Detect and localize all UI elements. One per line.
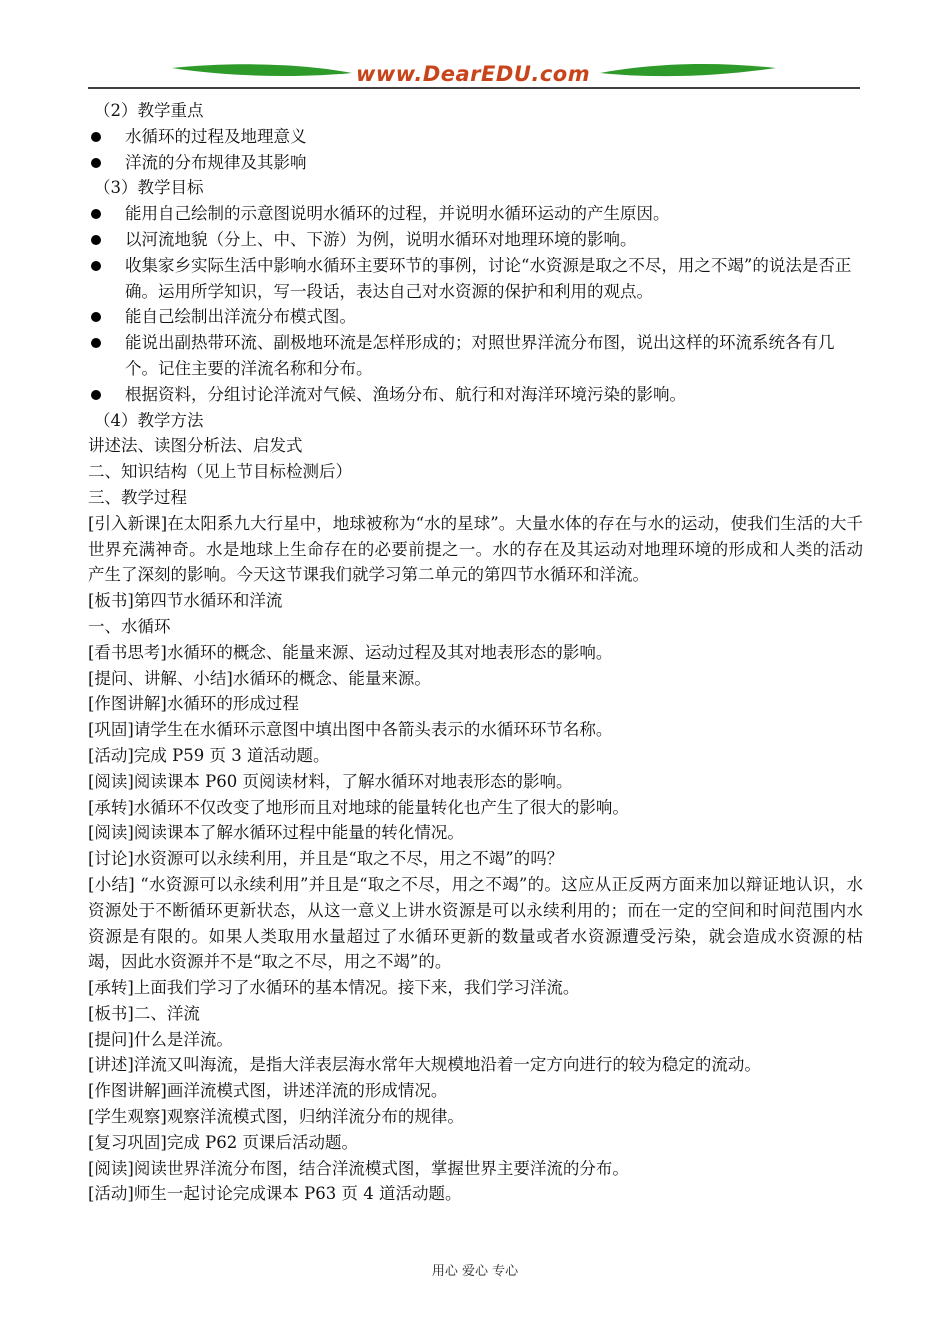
document-body bbox=[88, 98, 863, 1207]
page-footer: 用心 爱心 专心 bbox=[431, 1264, 519, 1279]
text-line: [作图讲解]画洋流模式图，讲述洋流的形成情况。 bbox=[88, 1081, 448, 1101]
text-line: [活动]师生一起讨论完成课本 P63 页 4 道活动题。 bbox=[88, 1184, 462, 1204]
text-line: [复习巩固]完成 P62 页课后活动题。 bbox=[88, 1132, 358, 1152]
text-line: [讨论]水资源可以永续利用，并且是“取之不尽，用之不竭”的吗？ bbox=[88, 849, 564, 869]
text-line: [阅读]阅读课本 P60 页阅读材料，了解水循环对地表形态的影响。 bbox=[88, 771, 573, 791]
bullet-text: 以河流地貌（分上、中、下游）为例，说明水循环对地理环境的影响。 bbox=[125, 229, 637, 249]
site-logo-text: www.DearEDU.com bbox=[356, 62, 591, 86]
bullet-text: 洋流的分布规律及其影响 bbox=[125, 152, 307, 172]
text-line: 一、水循环 bbox=[88, 616, 171, 636]
bullet-item bbox=[88, 330, 863, 382]
bullet-text: 根据资料，分组讨论洋流对气候、渔场分布、航行和对海洋环境污染的影响。 bbox=[125, 384, 686, 404]
bullet-dot-icon bbox=[91, 312, 101, 322]
bullet-item bbox=[88, 150, 863, 176]
bullet-item bbox=[88, 227, 863, 253]
text-line: 二、知识结构（见上节目标检测后） bbox=[88, 462, 352, 482]
text-line: 三、教学过程 bbox=[88, 487, 187, 507]
bullet-text: 水循环的过程及地理意义 bbox=[125, 126, 307, 146]
bullet-text: 能自己绘制出洋流分布模式图。 bbox=[125, 307, 356, 327]
bullet-dot-icon bbox=[91, 132, 101, 142]
section-heading: （3）教学目标 bbox=[94, 178, 204, 198]
bullet-item bbox=[88, 124, 863, 150]
paragraph: [引入新课]在太阳系九大行星中，地球被称为“水的星球”。大量水体的存在与水的运动，使我们生活的大千世界充满神奇。水是地球上生命存在的必要前提之一。水的存在及其运动对地理环境的形成和人类的活动产生了深刻的影响。今天这节课我们就学习第二单元的第四节水循环和洋流。 bbox=[88, 513, 863, 585]
bullet-dot-icon bbox=[91, 338, 101, 348]
text-line: [讲述]洋流又叫海流，是指大洋表层海水常年大规模地沿着一定方向进行的较为稳定的流动。 bbox=[88, 1055, 761, 1075]
page-header bbox=[0, 0, 950, 95]
text-line: [提问]什么是洋流。 bbox=[88, 1029, 233, 1049]
text-line: [阅读]阅读课本了解水循环过程中能量的转化情况。 bbox=[88, 823, 464, 843]
text-line: [板书]第四节水循环和洋流 bbox=[88, 591, 283, 611]
section-heading: （4）教学方法 bbox=[94, 410, 204, 430]
bullet-item bbox=[88, 253, 863, 305]
text-line: [承转]上面我们学习了水循环的基本情况。接下来，我们学习洋流。 bbox=[88, 978, 580, 998]
bullet-item bbox=[88, 201, 863, 227]
section-heading: （2）教学重点 bbox=[94, 101, 204, 120]
text-line: [阅读]阅读世界洋流分布图，结合洋流模式图，掌握世界主要洋流的分布。 bbox=[88, 1158, 629, 1178]
text-line: [活动]完成 P59 页 3 道活动题。 bbox=[88, 745, 330, 765]
text-line: [作图讲解]水循环的形成过程 bbox=[88, 694, 299, 714]
bullet-item bbox=[88, 304, 863, 330]
text-line: [承转]水循环不仅改变了地形而且对地球的能量转化也产生了很大的影响。 bbox=[88, 797, 629, 817]
text-line: [学生观察]观察洋流模式图，归纳洋流分布的规律。 bbox=[88, 1107, 464, 1127]
bullet-text: 收集家乡实际生活中影响水循环主要环节的事例，讨论“水资源是取之不尽，用之不竭”的说法是否正确。运用所学知识，写一段话，表达自己对水资源的保护和利用的观点。 bbox=[125, 255, 852, 301]
bullet-text: 能用自己绘制的示意图说明水循环的过程，并说明水循环运动的产生原因。 bbox=[125, 204, 670, 224]
paragraph: [小结] “水资源可以永续利用”并且是“取之不尽，用之不竭”的。这应从正反两方面来加以辩证地认识，水资源处于不断循环更新状态，从这一意义上讲水资源是可以永续利用的；而在一定的空间和时间范围内水资源是有限的。如果人类取用水量超过了水循环更新的数量或者水资源遭受污染，就会造成水资源的枯竭，因此水资源并不是“取之不尽，用之不竭”的。 bbox=[88, 874, 863, 972]
bullet-dot-icon bbox=[91, 158, 101, 168]
text-line: 讲述法、读图分析法、启发式 bbox=[88, 436, 303, 456]
bullet-dot-icon bbox=[91, 235, 101, 245]
text-line: [看书思考]水循环的概念、能量来源、运动过程及其对地表形态的影响。 bbox=[88, 642, 613, 662]
text-line: [提问、讲解、小结]水循环的概念、能量来源。 bbox=[88, 668, 431, 688]
bullet-dot-icon bbox=[91, 261, 101, 271]
bullet-dot-icon bbox=[91, 390, 101, 400]
text-line: [巩固]请学生在水循环示意图中填出图中各箭头表示的水循环环节名称。 bbox=[88, 720, 613, 740]
bullet-text: 能说出副热带环流、副极地环流是怎样形成的；对照世界洋流分布图，说出这样的环流系统各有几个。记住主要的洋流名称和分布。 bbox=[125, 333, 835, 378]
bullet-item bbox=[88, 382, 863, 408]
bullet-dot-icon bbox=[91, 209, 101, 219]
text-line: [板书]二、洋流 bbox=[88, 1003, 200, 1023]
